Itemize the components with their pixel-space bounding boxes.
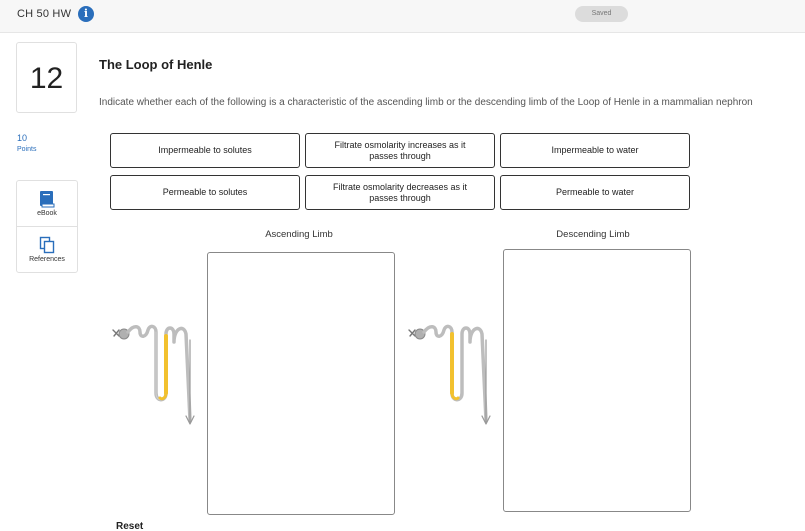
- question-instructions: Indicate whether each of the following is a characteristic of the ascending limb or the descending limb of the Loop of Henle in a mammalian nephron: [99, 97, 753, 108]
- references-button[interactable]: [17, 227, 77, 273]
- descending-limb-dropzone[interactable]: [503, 249, 691, 512]
- choice-permeable-to-water[interactable]: Permeable to water: [500, 175, 690, 210]
- references-label: References: [29, 256, 65, 263]
- choice-permeable-to-solutes[interactable]: Permeable to solutes: [110, 175, 300, 210]
- choice-osmolarity-increases[interactable]: Filtrate osmolarity increases as it passes through: [305, 133, 495, 168]
- points-label: Points: [17, 146, 37, 153]
- assignment-title: CH 50 HW: [17, 8, 72, 20]
- choice-impermeable-to-water[interactable]: Impermeable to water: [500, 133, 690, 168]
- reset-button[interactable]: Reset: [116, 521, 144, 531]
- ebook-label: eBook: [37, 210, 57, 217]
- book-icon: [39, 190, 55, 208]
- saved-status-badge: Saved: [575, 6, 628, 22]
- ascending-limb-dropzone[interactable]: [207, 252, 395, 515]
- nephron-ascending-illustration: [110, 318, 206, 428]
- question-tools: [16, 180, 78, 273]
- choice-osmolarity-decreases[interactable]: Filtrate osmolarity decreases as it passes through: [305, 175, 495, 210]
- nephron-descending-illustration: [406, 318, 502, 428]
- ebook-button[interactable]: [17, 181, 77, 227]
- question-title: The Loop of Henle: [99, 57, 213, 72]
- descending-limb-label: Descending Limb: [556, 229, 630, 240]
- ascending-limb-label: Ascending Limb: [265, 229, 333, 240]
- top-bar: [0, 0, 805, 33]
- points-value: 10: [17, 133, 28, 143]
- copy-pages-icon: [39, 236, 55, 254]
- choice-impermeable-to-solutes[interactable]: Impermeable to solutes: [110, 133, 300, 168]
- info-circle-icon[interactable]: i: [78, 6, 94, 22]
- question-number: 12: [16, 42, 77, 113]
